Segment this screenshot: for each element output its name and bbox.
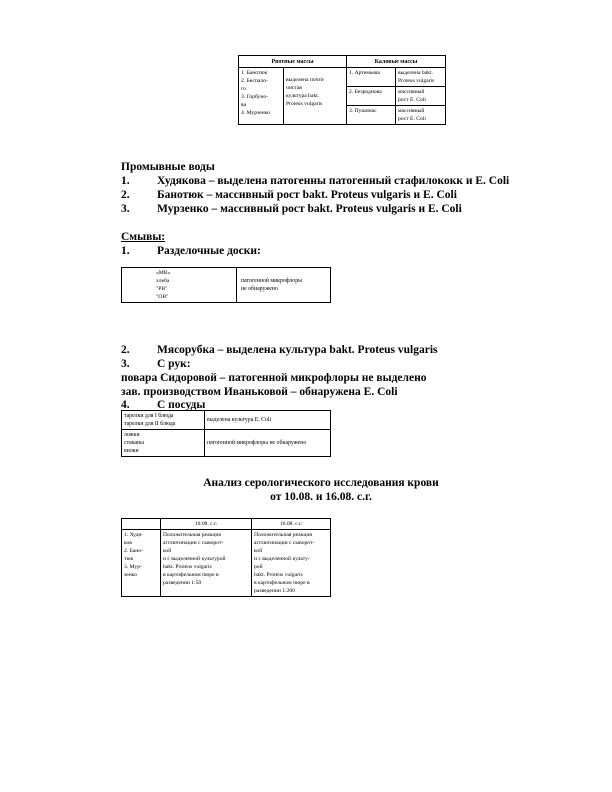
- serology-title-1: Анализ серологического исследования крови: [203, 477, 439, 489]
- item-text: С посуды: [157, 399, 206, 411]
- swabs-title: Смывы:: [121, 231, 166, 243]
- serology-result-1: Положительная реакция агглютинации с сыворот- кой и с выделенной культурой bakt. Proteus vulgaris в картофельном пюре в разведении 1:50: [161, 530, 252, 597]
- item-number: 3.: [121, 358, 130, 370]
- vomit-result: выделена почти чистая культура bakt. Proteus vulgaris: [284, 68, 347, 125]
- item-text: Банотюк – массивный рост bakt. Proteus vulgaris и E. Coli: [157, 189, 457, 201]
- swabs-item-2: [121, 343, 438, 357]
- swabs-item-3: [121, 357, 191, 371]
- item-number: 2.: [121, 189, 130, 201]
- hands-line-2: зав. производством Иваньковой – обнаружена E. Coli: [121, 386, 398, 398]
- vomit-header: Рвотные массы: [239, 56, 347, 68]
- washwater-item: [121, 174, 509, 188]
- feces-result: массивный рост E. Coli: [396, 87, 446, 106]
- feces-name: 2. Безроднова: [347, 87, 396, 106]
- dishes-label: тарелки для I блюда тарелки для II блюда: [122, 411, 205, 430]
- item-number: 2.: [121, 344, 130, 356]
- empty-header: [122, 519, 161, 530]
- hands-line-1: повара Сидоровой – патогенной микрофлоры не выделено: [121, 372, 427, 384]
- washwater-item: [121, 202, 462, 216]
- vomit-names: 1. Банотюк 2. Беспало- го 3. Горбуно- ва 4. Мурзенко: [239, 68, 284, 125]
- swabs-item-1: [121, 244, 261, 258]
- item-number: 1.: [121, 175, 130, 187]
- serology-table: [121, 518, 331, 597]
- washwater-title: Промывные воды: [121, 161, 215, 173]
- boards-result: патогенной микрофлоры не обнаружено: [237, 268, 331, 303]
- item-number: 1.: [121, 245, 130, 257]
- feces-name: 1. Артемьева: [347, 68, 396, 87]
- feces-header: Каловые массы: [347, 56, 446, 68]
- masses-table: [238, 55, 446, 125]
- feces-result: массивный рост E. Coli: [396, 106, 446, 125]
- serology-title-2: от 10.08. и 16.08. с.г.: [270, 491, 372, 503]
- washwater-item: [121, 188, 457, 202]
- serology-result-2: Положительная реакция агглютинации с сыворот- кой и с выделенной культу- рой bakt. Proteus vulgaris в картофельном пюре в разведении 1:200: [252, 530, 331, 597]
- item-text: С рук:: [157, 358, 191, 370]
- dishes-result: выделена культура E. Coli: [205, 411, 331, 430]
- date-1-header: 10.08. с.г.: [161, 519, 252, 530]
- item-text: Разделочные доски:: [157, 245, 261, 257]
- serology-names: 1. Худя- ков 2. Бано- тюк 3. Мур- зенко: [122, 530, 161, 597]
- feces-result: выделена bakt. Proteus vulgaris: [396, 68, 446, 87]
- item-number: 4.: [121, 399, 130, 411]
- boards-labels: «МВ» хлеба "РВ" "ОВ": [122, 268, 237, 303]
- dishes-label: ложки стаканы вилки: [122, 430, 205, 457]
- boards-table: [121, 267, 331, 303]
- date-2-header: 16.08. с.г.: [252, 519, 331, 530]
- dishes-result: патогенной микрофлоры не обнаружено: [205, 430, 331, 457]
- dishes-table: [121, 410, 331, 457]
- item-text: Мурзенко – массивный рост bakt. Proteus vulgaris и E. Coli: [157, 203, 462, 215]
- feces-name: 3. Пушинас: [347, 106, 396, 125]
- item-number: 3.: [121, 203, 130, 215]
- item-text: Мясорубка – выделена культура bakt. Proteus vulgaris: [157, 344, 438, 356]
- item-text: Худякова – выделена патогенны патогенный стафилококк и E. Coli: [157, 175, 510, 187]
